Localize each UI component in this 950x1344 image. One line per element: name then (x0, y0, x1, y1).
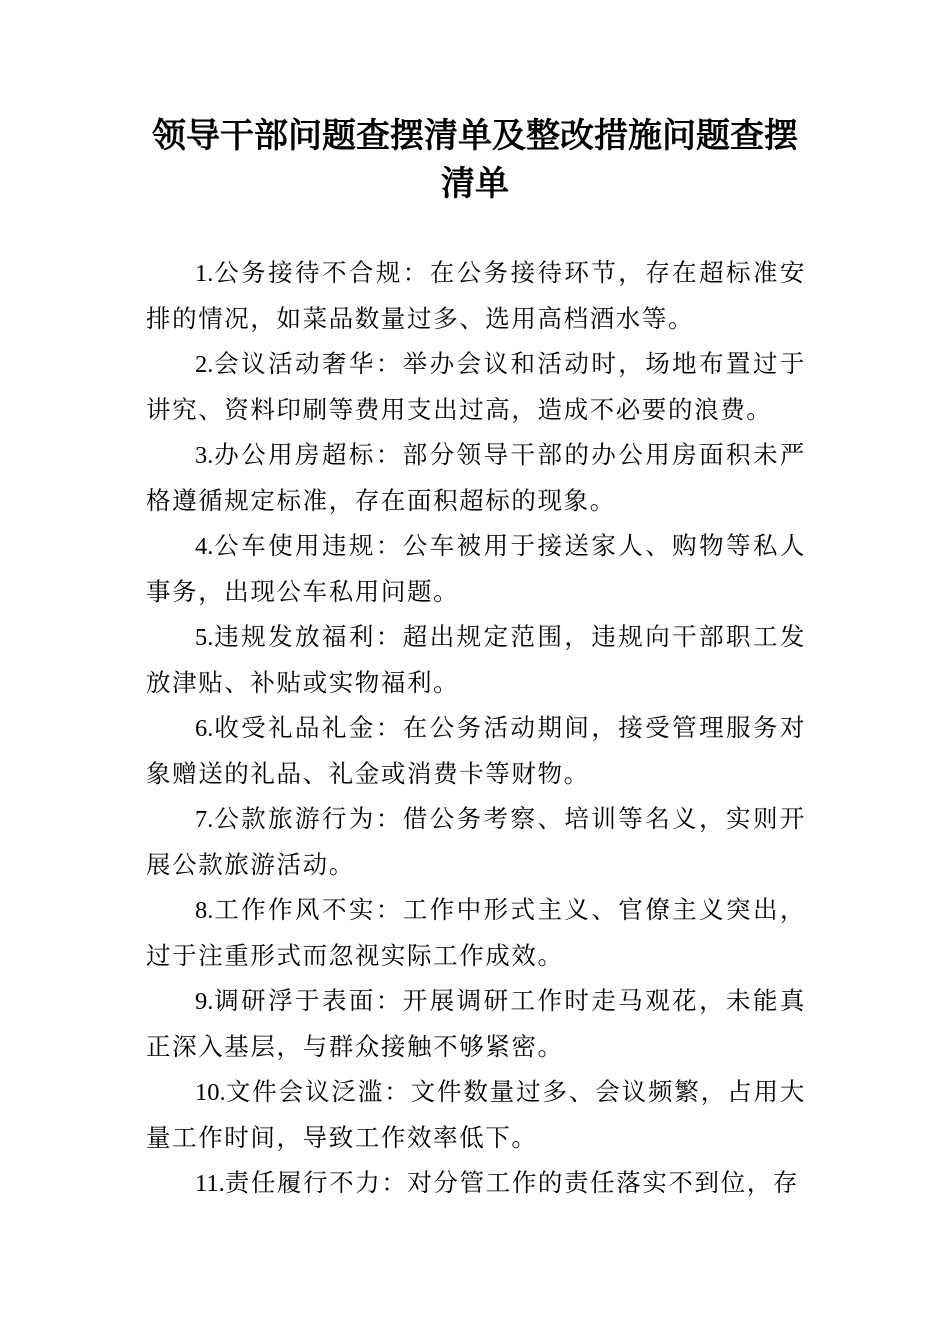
page-title: 领导干部问题查摆清单及整改措施问题查摆清单 (152, 116, 798, 204)
item-number: 10. (195, 1079, 226, 1106)
item-text: 办公用房超标：部分领导干部的办公用房面积未严格遵循规定标准，存在面积超标的现象。 (146, 440, 806, 515)
item-text: 收受礼品礼金：在公务活动期间，接受管理服务对象赠送的礼品、礼金或消费卡等财物。 (146, 713, 806, 788)
item-number: 2. (195, 351, 214, 378)
item-text: 公款旅游行为：借公务考察、培训等名义，实则开展公款旅游活动。 (146, 804, 806, 879)
list-item (146, 978, 806, 1069)
item-number: 8. (195, 897, 214, 924)
item-number: 7. (195, 806, 214, 833)
item-number: 4. (195, 533, 214, 560)
item-number: 11. (195, 1170, 225, 1197)
list-item (146, 796, 806, 887)
item-number: 1. (195, 260, 214, 287)
list-item (146, 341, 806, 432)
item-number: 9. (195, 988, 214, 1015)
list-item (146, 1069, 806, 1160)
list-item (146, 887, 806, 978)
list-item (146, 432, 806, 523)
item-text: 文件会议泛滥：文件数量过多、会议频繁，占用大量工作时间，导致工作效率低下。 (146, 1077, 806, 1152)
item-number: 6. (195, 715, 214, 742)
item-number: 3. (195, 442, 214, 469)
list-item (146, 250, 806, 341)
item-text: 调研浮于表面：开展调研工作时走马观花，未能真正深入基层，与群众接触不够紧密。 (146, 986, 806, 1061)
item-number: 5. (195, 624, 214, 651)
item-text: 违规发放福利：超出规定范围，违规向干部职工发放津贴、补贴或实物福利。 (146, 622, 806, 697)
item-text: 公车使用违规：公车被用于接送家人、购物等私人事务，出现公车私用问题。 (146, 531, 806, 606)
list-item (146, 705, 806, 796)
item-text: 公务接待不合规：在公务接待环节，存在超标准安排的情况，如菜品数量过多、选用高档酒水等。 (146, 258, 806, 333)
list-item (146, 1160, 806, 1206)
document-body (146, 250, 806, 1206)
list-item (146, 614, 806, 705)
item-text: 会议活动奢华：举办会议和活动时，场地布置过于讲究、资料印刷等费用支出过高，造成不必要的浪费。 (146, 349, 806, 424)
item-text: 工作作风不实：工作中形式主义、官僚主义突出，过于注重形式而忽视实际工作成效。 (146, 895, 806, 970)
list-item (146, 523, 806, 614)
item-text: 责任履行不力：对分管工作的责任落实不到位，存 (224, 1168, 799, 1197)
